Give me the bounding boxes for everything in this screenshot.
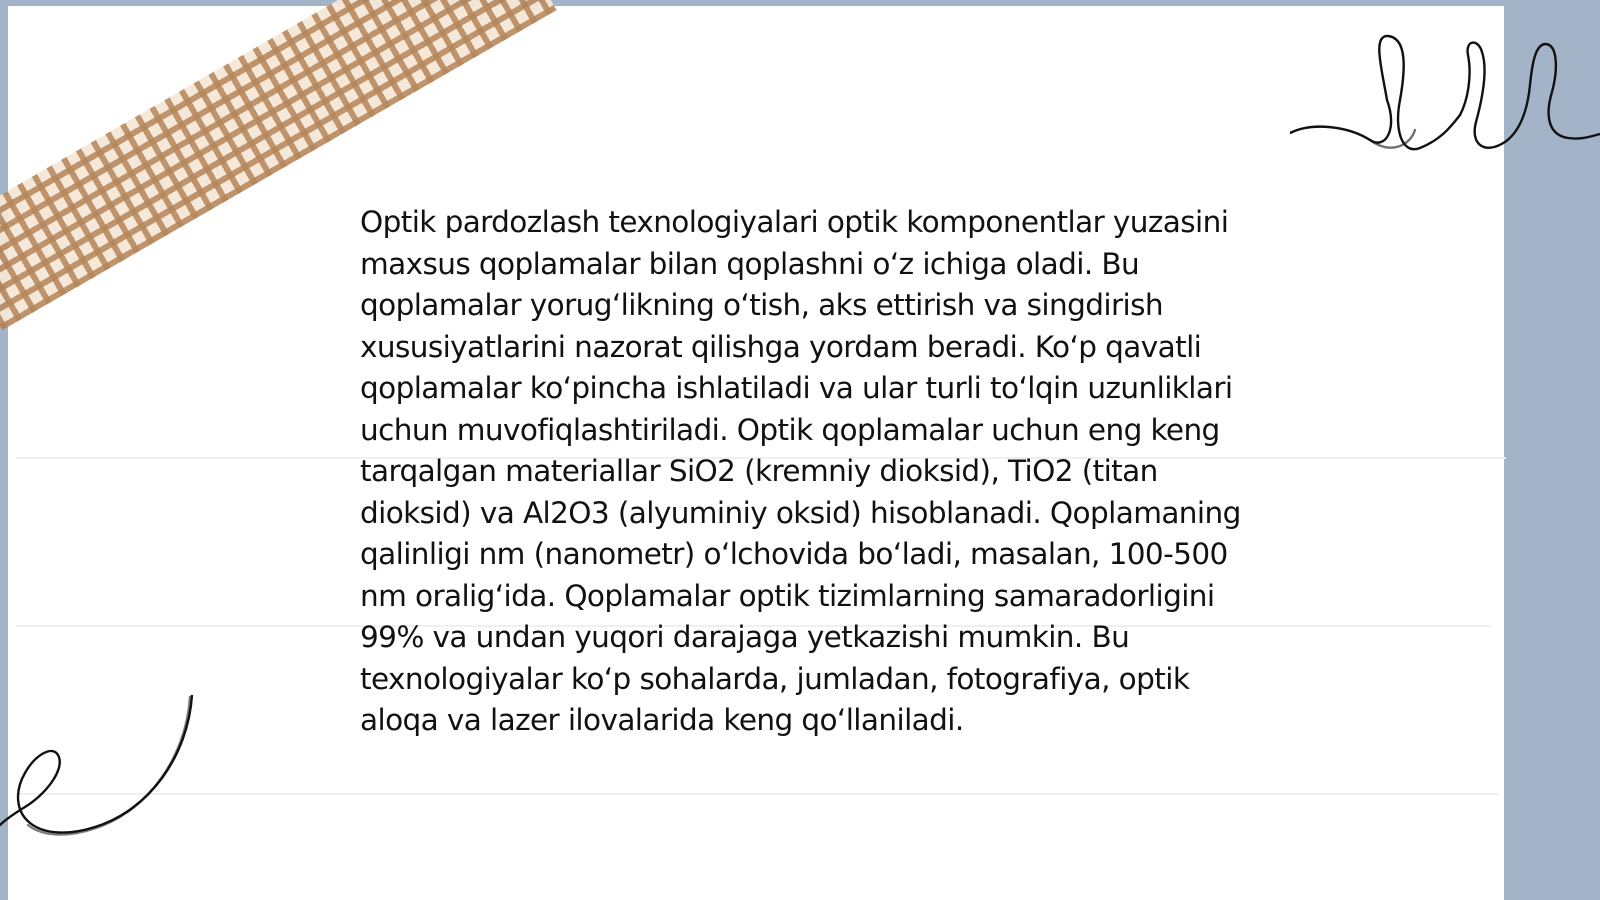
loop-squiggle-icon — [1290, 30, 1600, 160]
paper-top-edge — [8, 6, 1504, 14]
main-paragraph: Optik pardozlash texnologiyalari optik komponentlar yuzasini maxsus qoplamalar bilan qoplashni oʻz ichiga oladi. Bu qoplamalar yorugʻlikning oʻtish, aks ettirish va singdirish xususiyatlarini nazorat qilishga yordam beradi. Koʻp qavatli qoplamalar koʻpincha ishlatiladi va ular turli toʻlqin uzunliklari uchun muvofiqlashtiriladi. Optik qoplamalar uchun eng keng tarqalgan materiallar SiO2 (kremniy dioksid), TiO2 (titan dioksid) va Al2O3 (alyuminiy oksid) hisoblanadi. Qoplamaning qalinligi nm (nanometr) oʻlchovida boʻladi, masalan, 100-500 nm oraligʻida. Qoplamalar optik tizimlarning samaradorligini 99% va undan yuqori darajaga yetkazishi mumkin. Bu texnologiyalar koʻp sohalarda, jumladan, fotografiya, optik aloqa va lazer ilovalarida keng qoʻllaniladi. — [360, 205, 1241, 737]
paper-rule-line — [16, 793, 1499, 795]
swirl-squiggle-icon — [0, 695, 200, 855]
